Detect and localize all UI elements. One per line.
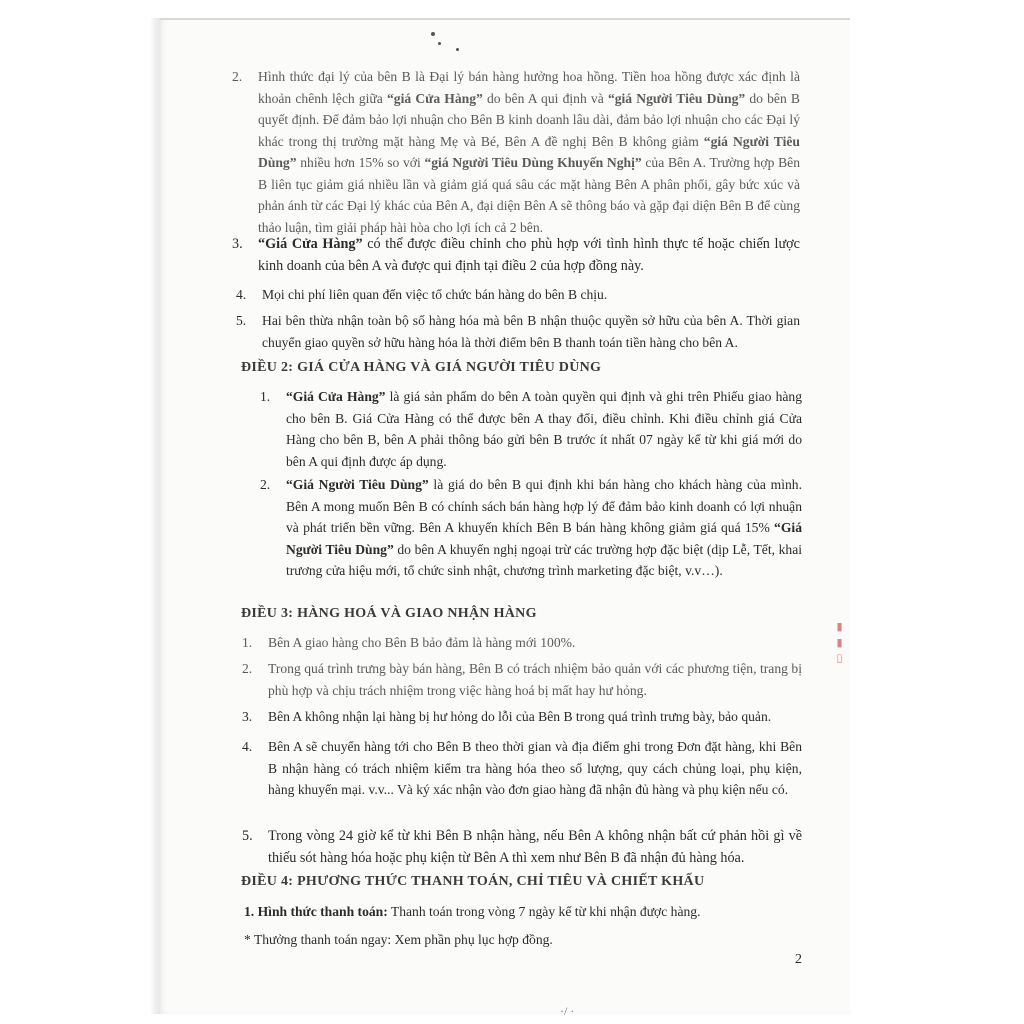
article1-item-4: [236, 284, 800, 306]
item-text: [258, 69, 800, 235]
item-text: [268, 709, 771, 724]
payment-method-text: Thanh toán trong vòng 7 ngày kể từ khi nhận được hàng.: [387, 904, 701, 919]
article4-heading: ĐIỀU 4: PHƯƠNG THỨC THANH TOÁN, CHỈ TIÊU VÀ CHIẾT KHẤU: [241, 874, 705, 889]
article1-item-2: [232, 66, 801, 238]
item-text: [268, 828, 802, 866]
article2-heading: ĐIỀU 2: GIÁ CỬA HÀNG VÀ GIÁ NGƯỜI TIÊU DÙNG: [241, 360, 602, 375]
text-run: Bên A giao hàng cho Bên B bảo đảm là hàng mới 100%.: [268, 635, 576, 650]
item-number: 3.: [232, 236, 243, 252]
emphasized-term: “Giá Người Tiêu Dùng”: [286, 520, 802, 557]
emphasized-term: “giá Người Tiêu Dùng Khuyến Nghị”: [424, 155, 642, 170]
item-text: [268, 739, 802, 797]
article3-item-5: [242, 826, 802, 869]
text-run: do bên A khuyến nghị ngoại trừ các trường hợp đặc biệt (dịp Lễ, Tết, khai trương cửa hiệu mới, tổ chức sinh nhật, chương trình marketing đặc biệt, v.v…).: [286, 541, 803, 578]
emphasized-term: “Giá Cửa Hàng”: [258, 236, 363, 252]
article2-item-2: [260, 474, 803, 582]
item-text: [258, 236, 800, 274]
text-run: Hình thức đại lý của bên B là Đại lý bán hàng hưởng hoa hồng. Tiền hoa hồng được xác định là khoản chênh lệch giữa: [258, 69, 800, 106]
page-number: 2: [795, 952, 802, 967]
scan-speck: [456, 48, 459, 51]
article3-item-1: [242, 632, 802, 654]
article2-item-1: [260, 386, 803, 472]
article3-heading: ĐIỀU 3: HÀNG HOÁ VÀ GIAO NHẬN HÀNG: [241, 606, 537, 621]
item-number: 4.: [236, 287, 247, 302]
red-margin-stamp: ▮ ▮ ▯: [833, 620, 845, 665]
scan-speck: [438, 42, 441, 45]
text-run: nhiều hơn 15% so với: [296, 155, 425, 170]
article3-item-2: [242, 658, 802, 701]
payment-method-label: 1. Hình thức thanh toán:: [244, 904, 388, 919]
emphasized-term: “giá Người Tiêu Dùng”: [258, 133, 800, 170]
item-number: 5.: [236, 313, 247, 328]
text-run: của Bên A. Trường hợp Bên B liên tục giảm giá nhiều lần và giảm giá quá sâu các mặt hàng Bên A phân phối, gây bức xúc và phản ánh từ các Đại lý khác của Bên A, đại diện Bên A sẽ thông báo và gặp đại diện Bên B để cùng thảo luận, tìm giải pháp hài hòa cho lợi ích cả 2 bên.: [258, 155, 801, 235]
text-run: Bên A không nhận lại hàng bị hư hỏng do lỗi của Bên B trong quá trình trưng bày, bảo quản.: [268, 709, 772, 724]
page-top-edge: [160, 18, 850, 20]
text-run: Hai bên thừa nhận toàn bộ số hàng hóa mà bên B nhận thuộc quyền sở hữu của bên A. Thời gian chuyển giao quyền sở hữu hàng hóa là thời điểm bên B thanh toán tiền hàng cho bên A.: [262, 313, 800, 350]
text-run: Trong vòng 24 giờ kể từ khi Bên B nhận hàng, nếu Bên A không nhận bất cứ phản hồi gì về thiếu sót hàng hóa hoặc phụ kiện từ Bên A thì xem như Bên B đã nhận đủ hàng hóa.: [268, 828, 802, 866]
text-run: Mọi chi phí liên quan đến việc tổ chức bán hàng do bên B chịu.: [262, 287, 608, 302]
text-run: là giá do bên B qui định khi bán hàng cho khách hàng của mình. Bên A mong muốn Bên B có chính sách bán hàng hợp lý để đảm bảo kinh doanh có lợi nhuận và phát triển bền vững. Bên A khuyến khích Bên B bán hàng không giảm giá quá 15%: [286, 477, 802, 535]
article4-line-2: * Thưởng thanh toán ngay: Xem phần phụ lục hợp đồng.: [244, 932, 553, 947]
item-text: [268, 635, 575, 650]
text-run: có thể được điều chỉnh cho phù hợp với tình hình thực tế hoặc chiến lược kinh doanh của bên A và được qui định tại điều 2 của hợp đồng này.: [258, 236, 800, 274]
article3-item-3: [242, 706, 802, 728]
item-text: [286, 477, 802, 578]
text-run: là giá sản phẩm do bên A toàn quyền qui định và ghi trên Phiếu giao hàng cho bên B. Giá Cửa Hàng có thể được bên A thay đổi, điều chỉnh. Khi điều chỉnh giá Cửa Hàng cho bên B, bên A phải thông báo gửi bên B trước ít nhất 07 ngày kể từ khi giá mới do bên A qui định được áp dụng.: [286, 389, 803, 469]
item-number: 2.: [232, 69, 243, 84]
item-text: [262, 313, 800, 350]
item-text: [262, 287, 607, 302]
item-text: [268, 661, 802, 698]
item-text: [286, 389, 802, 469]
emphasized-term: “Giá Cửa Hàng”: [286, 389, 386, 404]
article1-item-3: [232, 234, 800, 277]
emphasized-term: “giá Cửa Hàng”: [387, 90, 483, 106]
text-run: Trong quá trình trưng bày bán hàng, Bên B có trách nhiệm bảo quản với các phương tiện, trang bị phù hợp và chịu trách nhiệm trong việc hàng hoá bị mất hay hư hỏng.: [268, 661, 802, 698]
emphasized-term: “Giá Người Tiêu Dùng”: [286, 477, 429, 492]
item-number: 4.: [242, 739, 253, 754]
text-run: do bên B quyết định. Để đảm bảo lợi nhuận cho Bên B kinh doanh lâu dài, đảm bảo lợi nhuận cho các Đại lý khác trong thị trường mặt hàng Mẹ và Bé, Bên A đề nghị Bên B không giảm: [258, 90, 800, 149]
item-number: 1.: [242, 635, 253, 650]
article1-item-5: [236, 310, 800, 353]
item-number: 2.: [242, 661, 253, 676]
scan-speck: [431, 32, 435, 36]
emphasized-term: “giá Người Tiêu Dùng”: [607, 90, 746, 106]
item-number: 5.: [242, 828, 253, 844]
item-number: 1.: [260, 389, 271, 404]
item-number: 2.: [260, 477, 271, 492]
article3-item-4: [242, 736, 802, 801]
item-number: 3.: [242, 709, 253, 724]
text-run: Bên A sẽ chuyển hàng tới cho Bên B theo thời gian và địa điểm ghi trong Đơn đặt hàng, khi Bên B nhận hàng có trách nhiệm kiểm tra hàng hóa theo số lượng, quy cách chủng loại, phụ kiện, hàng khuyến mại. v.v... Và ký xác nhận vào đơn giao hàng đã nhận đủ hàng và phụ kiện nếu có.: [268, 739, 802, 797]
bottom-scan-mark: ·/ ·: [560, 1004, 575, 1018]
text-run: do bên A qui định và: [482, 90, 608, 106]
article4-line-1: [244, 901, 804, 923]
